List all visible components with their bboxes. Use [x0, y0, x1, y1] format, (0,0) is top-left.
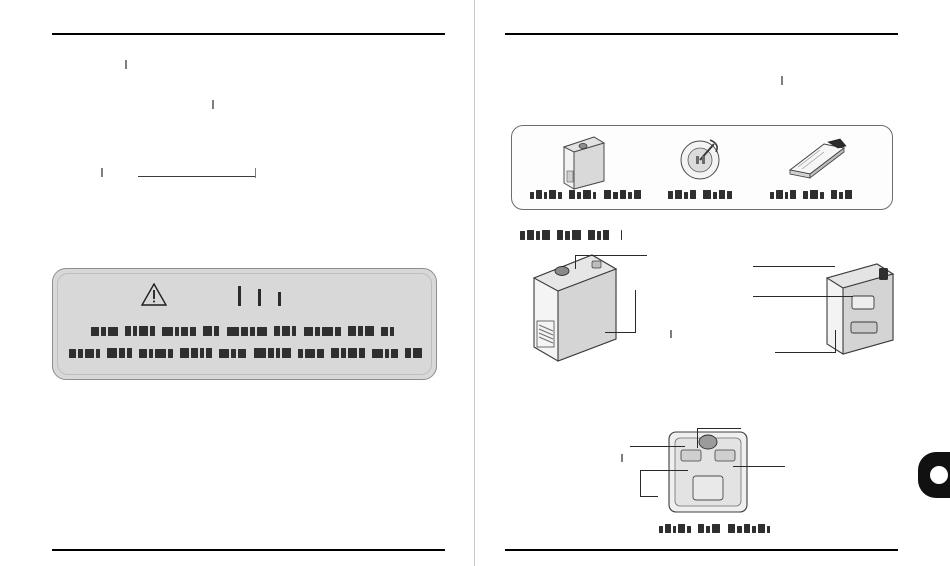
header-rule [52, 33, 445, 35]
accessory-power-adapter-caption [668, 190, 732, 199]
callout-leader-bottom-2 [630, 446, 685, 447]
callout-leader-side-2 [753, 296, 853, 297]
callout-leader-front-2-arm [605, 332, 636, 333]
footer-rule-right [505, 549, 898, 551]
thumb-index-tab [918, 452, 950, 498]
callout-leader-bottom-1 [697, 428, 698, 448]
callout-marker-front [670, 330, 672, 338]
callout-leader-side-3 [775, 352, 835, 353]
field-end-mark [255, 168, 256, 178]
right-page [475, 0, 950, 566]
callout-leader-bottom-3-foot [640, 496, 658, 497]
callout-leader-front-1 [575, 255, 647, 256]
callout-marker-bottom [621, 454, 623, 462]
heading-mark-1 [125, 60, 127, 69]
field-bullet [101, 168, 103, 177]
callout-leader-front-2 [635, 290, 636, 332]
warning-body-line-2 [69, 346, 422, 358]
warning-callout [52, 268, 437, 380]
warning-triangle-icon [141, 283, 167, 306]
accessory-power-adapter-illustration [674, 136, 730, 188]
callout-leader-bottom-1-arm [697, 428, 741, 429]
callout-leader-bottom-3-drop [640, 470, 641, 496]
accessories-panel [511, 125, 893, 210]
section-mark-right [781, 76, 783, 85]
header-rule-right [505, 33, 898, 35]
callout-leader-side-3-rise [835, 330, 836, 353]
callout-leader-front-1-drop [575, 255, 576, 269]
warning-body-line-1 [91, 324, 394, 336]
callout-leader-bottom-3 [640, 470, 688, 471]
figure-device-bottom-caption [659, 524, 770, 533]
heading-mark-2 [212, 100, 214, 109]
accessory-manual-caption [770, 190, 852, 199]
warning-title [238, 284, 281, 306]
figure-device-bottom [653, 420, 773, 528]
callout-leader-side-1 [753, 266, 835, 267]
accessory-transmitter-caption [530, 190, 641, 199]
footer-rule [52, 549, 445, 551]
accessory-transmitter-illustration [550, 131, 612, 193]
figure-section-heading [520, 230, 622, 240]
callout-leader-bottom-4 [733, 466, 785, 467]
accessory-manual-illustration [782, 136, 854, 186]
field-underline [138, 176, 256, 177]
